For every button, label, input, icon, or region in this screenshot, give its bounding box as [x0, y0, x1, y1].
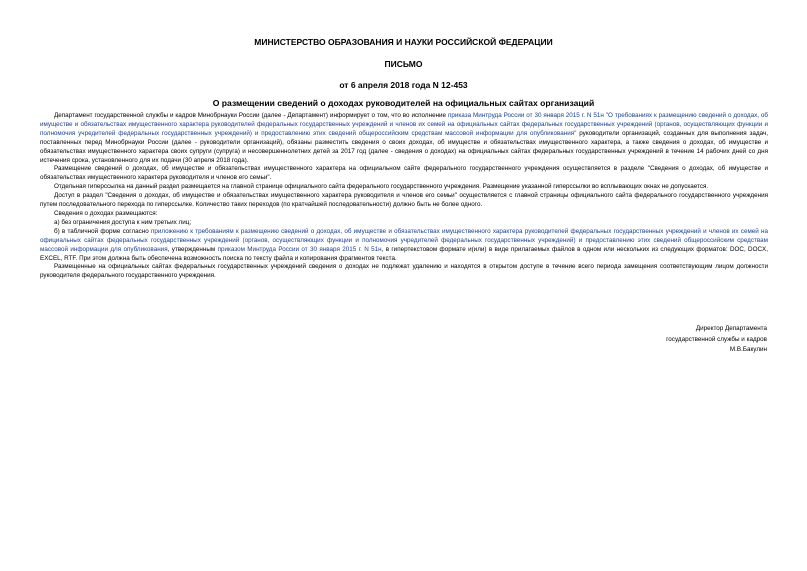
paragraph-7-text-b: , утвержденным — [167, 245, 218, 253]
signature-department: государственной службы и кадров — [666, 335, 767, 343]
paragraph-8: Размещенные на официальных сайтах федеральных государственных учреждений сведения о доходах не подлежат удалению и находятся в открытом доступе в течение всего периода замещения соответствующим лицом должности руководителя федерального государственного учреждения. — [40, 263, 768, 280]
paragraph-7 — [40, 228, 768, 264]
paragraph-1-text-a: Департамент государственной службы и кадров Минобрнауки России (далее - Департамент) информирует о том, что во исполнение — [54, 112, 448, 119]
paragraph-6: а) без ограничения доступа к ним третьих лиц; — [54, 218, 192, 226]
paragraph-1 — [40, 112, 768, 165]
appendix-link[interactable]: приложению к требованиям к размещению сведений о доходах, об имуществе и обязательствах имущественного характера руководителей федеральных государственных учреждений и членов их семей на официальных сайтах федеральных государственных учреждений (органов, осуществляющих функции и полномочия учредителей федеральных государственных учреждений) и предоставлению этих сведений общероссийским средствам массовой информации для опубликования — [40, 227, 768, 253]
paragraph-7-text-a: б) в табличной форме согласно — [54, 227, 151, 235]
order-link-2[interactable]: приказом Минтруда России от 30 января 2015 г. N 51н — [217, 245, 382, 253]
paragraph-5: Сведения о доходах размещаются: — [54, 209, 158, 217]
document-body — [40, 112, 768, 281]
signature-position: Директор Департамента — [695, 325, 767, 332]
document-title: О размещении сведений о доходах руководителей на официальных сайтах организаций — [212, 98, 595, 108]
ministry-heading: МИНИСТЕРСТВО ОБРАЗОВАНИЯ И НАУКИ РОССИЙСКОЙ ФЕДЕРАЦИИ — [254, 37, 553, 47]
requirements-link[interactable]: "О требованиях к размещению сведений о доходах, об имуществе и обязательствах имущественного характера руководителей федеральных государственных учреждений и членов их семей на официальных сайтах федеральных государственных учреждений (органов, осуществляющих функции и полномочия учредителей федеральных государственных учреждений) и предоставлению этих сведений общероссийским средствам массовой информации для опубликования" — [40, 112, 769, 137]
paragraph-3: Отдельная гиперссылка на данный раздел размещается на главной странице официального сайта федерального государственного учреждения. Размещение указанной гиперссылки во всплывающих окнах не допускается. — [54, 183, 709, 191]
document-date-number: от 6 апреля 2018 года N 12-453 — [339, 80, 468, 90]
signature-name: М.В.Бакулин — [729, 346, 767, 353]
order-link[interactable]: приказа Минтруда России от 30 января 2015 г. N 51н — [447, 112, 604, 119]
signature-block — [666, 324, 767, 356]
paragraph-4: Доступ в раздел "Сведения о доходах, об имуществе и обязательствах имущественного характера руководителя и членов его семьи" осуществляется с главной страницы официального сайта федерального государственного учреждения путем последовательного перехода по гиперссылке. Количество таких переходов (по кратчайшей последовательности) должно быть не более одного. — [40, 192, 768, 209]
paragraph-2: Размещение сведений о доходах, об имуществе и обязательствах имущественного характера на официальном сайте федерального государственного учреждения осуществляется в разделе "Сведения о доходах, об имуществе и обязательствах имущественного характера руководителя и членов его семьи". — [40, 165, 768, 182]
paragraph-7-text-c: , в гипертекстовом формате и(или) в виде прилагаемых файлов в одном или нескольких из следующих форматов: DOC, DOCX, EXCEL, RTF. При этом должна быть обеспечена возможность поиска по тексту файла и копирования фрагментов текста. — [40, 245, 768, 262]
document-kind: ПИСЬМО — [384, 59, 423, 69]
paragraph-1-text-c: руководители организаций, созданных для выполнения задач, поставленных перед Минобрнауки России (далее - руководители организаций), обязаны разместить сведения о своих доходах, об имуществе и обязательствах имущественного характера, а также сведения о доходах, об имуществе и обязательствах имущественного характера своих супруги (супруга) и несовершеннолетних детей за 2017 год (далее - сведения о доходах) на официальных сайтах федеральных государственных учреждений в течение 14 рабочих дней со дня истечения срока, установленного для их подачи (30 апреля 2018 года). — [40, 129, 769, 164]
